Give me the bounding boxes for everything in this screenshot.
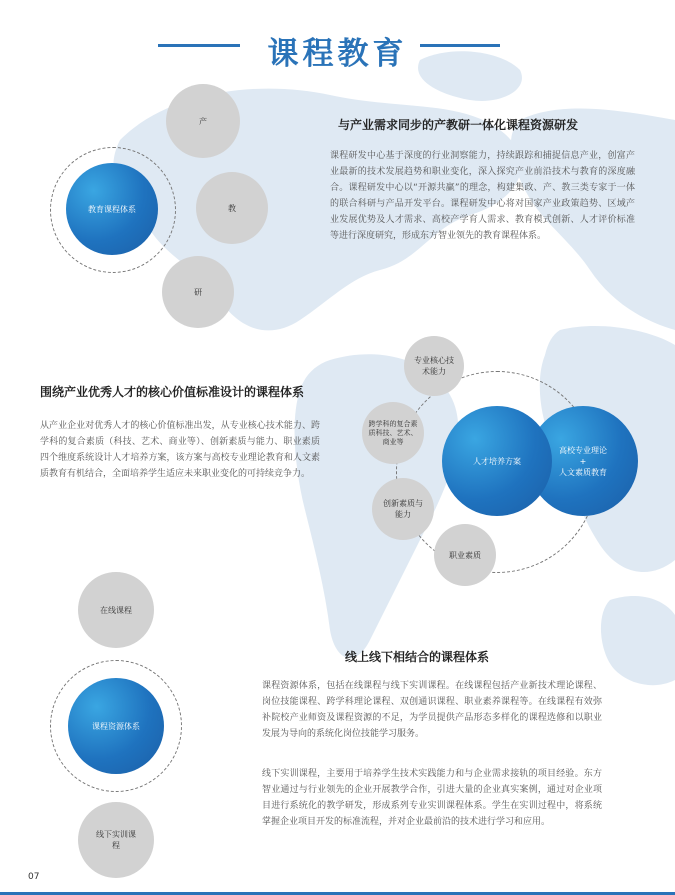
section2-node-professional [434, 524, 496, 586]
section2-right-plus: + [579, 456, 587, 466]
section3-body-online: 课程资源体系，包括在线课程与线下实训课程。在线课程包括产业新技术理论课程、岗位技能课程、跨学科理论课程、双创通识课程、职业素养课程等。在线课程有效弥补院校产业师资及课程资源的不足，为学员提供产品形态多样化的课程选修和以职业发展为导向的系统化岗位技能学习服务。 [262, 681, 602, 739]
section3-center-circle [68, 678, 164, 774]
section2-node-interdisciplinary [362, 402, 424, 464]
section1-node-label: 教 [228, 203, 236, 213]
section2-node-innovation [372, 478, 434, 540]
section3-node-online [78, 572, 154, 648]
section3-body-offline: 线下实训课程，主要用于培养学生技术实践能力和与企业需求接轨的项目经验。东方智业通过与行业领先的企业开展教学合作，引进大量的企业真实案例，通过对企业项目进行系统化的教学研发，形成系列专业实训课程体系。学生在实训过程中，将系统掌握企业项目开发的标准流程，并对企业最前沿的技术进行学习和应用。 [262, 769, 602, 827]
section2-node-core-skill [404, 336, 464, 396]
page-title-block [0, 18, 675, 72]
section3-node-label: 线下实训课程 [96, 830, 136, 850]
section2-node-label: 专业核心技术能力 [414, 356, 454, 376]
section2-node-label: 职业素质 [449, 550, 481, 560]
section2-body: 从产业企业对优秀人才的核心价值标准出发，从专业核心技术能力、跨学科的复合素质（科技、艺术、商业等）、创新素质与能力、职业素质四个维度系统设计人才培养方案，该方案与高校专业理论教育和人文素质教育有机结合，全面培养学生适应未来职业变化的可持续竞争力。 [40, 421, 320, 479]
section1-body: 课程研发中心基于深度的行业洞察能力，持续跟踪和捕捉信息产业，创富产业最新的技术发展趋势和职业变化，深入探究产业前沿技术与教育的深度融合。课程研发中心以“开源共赢”的理念，构建集政、产、教三类专家于一体的联合科研与产品开发平台。课程研发中心将对国家产业政策趋势、区域产业发展优势及人才需求、高校产学育人需求、教育模式创新、人才评价标准等进行深度研究，形成东方智业领先的教育课程体系。 [330, 151, 635, 241]
section2-center-label: 人才培养方案 [473, 456, 521, 466]
section3-node-label: 在线课程 [100, 605, 132, 615]
section1-node-yan [162, 256, 234, 328]
section1-node-jiao [196, 172, 268, 244]
section3-node-offline [78, 802, 154, 878]
section1-node-label: 产 [199, 116, 207, 126]
section2-right-line2: 人文素质教育 [559, 467, 607, 477]
section2-node-label: 创新素质与能力 [383, 499, 423, 519]
section2-center-circle [442, 406, 552, 516]
section1-node-chan [166, 84, 240, 158]
page-title: 课程教育 [267, 36, 408, 72]
section1-heading: 与产业需求同步的产教研一体化课程资源研发 [338, 118, 579, 132]
section2-right-line1: 高校专业理论 [559, 445, 607, 455]
section3-heading: 线上线下相结合的课程体系 [345, 650, 490, 664]
section2-heading: 围绕产业优秀人才的核心价值标准设计的课程体系 [40, 385, 305, 399]
section3-center-label: 课程资源体系 [92, 721, 140, 731]
section1-center-circle [66, 163, 158, 255]
section2-node-label: 跨学科的复合素质科技、艺术、商业等 [368, 419, 418, 446]
page-number: 07 [28, 872, 40, 882]
section1-node-label: 研 [194, 287, 202, 297]
section2-right-text [559, 445, 607, 478]
section1-center-label: 教育课程体系 [88, 204, 136, 214]
map-australia [601, 596, 675, 685]
title-right-rule [420, 44, 500, 47]
